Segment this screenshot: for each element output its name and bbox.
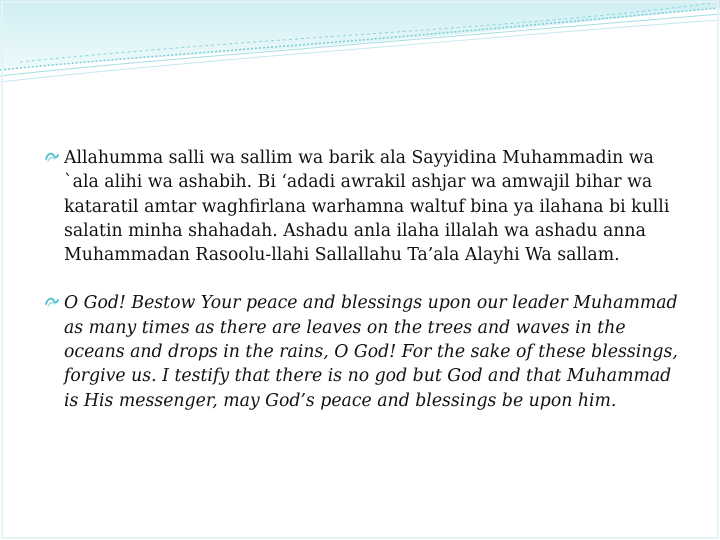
- paragraph-text: Allahumma salli wa sallim wa barik ala Sayyidina Muhammadin wa `ala alihi wa ashabih. Bi ‘adadi awrakil ashjar wa amwajil bihar wa kataratil amtar waghfirlana warhamna waltuf bina ya ilahana bi kulli salatin minha shahadah. Ashadu anla ilaha illalah wa ashadu anna Muhammadan Rasoolu-llahi Sallallahu Ta’ala Alayhi Wa sallam.: [64, 148, 670, 266]
- paragraph-english-translation: [45, 291, 685, 412]
- text-content: [45, 146, 685, 413]
- paragraph-arabic-transliteration: [45, 146, 685, 267]
- decorative-wave-header: [0, 0, 720, 95]
- wave-bullet-icon: [45, 149, 62, 163]
- wave-bullet-icon: [45, 294, 62, 308]
- paragraph-text: O God! Bestow Your peace and blessings upon our leader Muhammad as many times as there are leaves on the trees and waves in the oceans and drops in the rains, O God! For the sake of these blessings, forgive us. I testify that there is no god but God and that Muhammad is His messenger, may God’s peace and blessings be upon him.: [64, 293, 678, 411]
